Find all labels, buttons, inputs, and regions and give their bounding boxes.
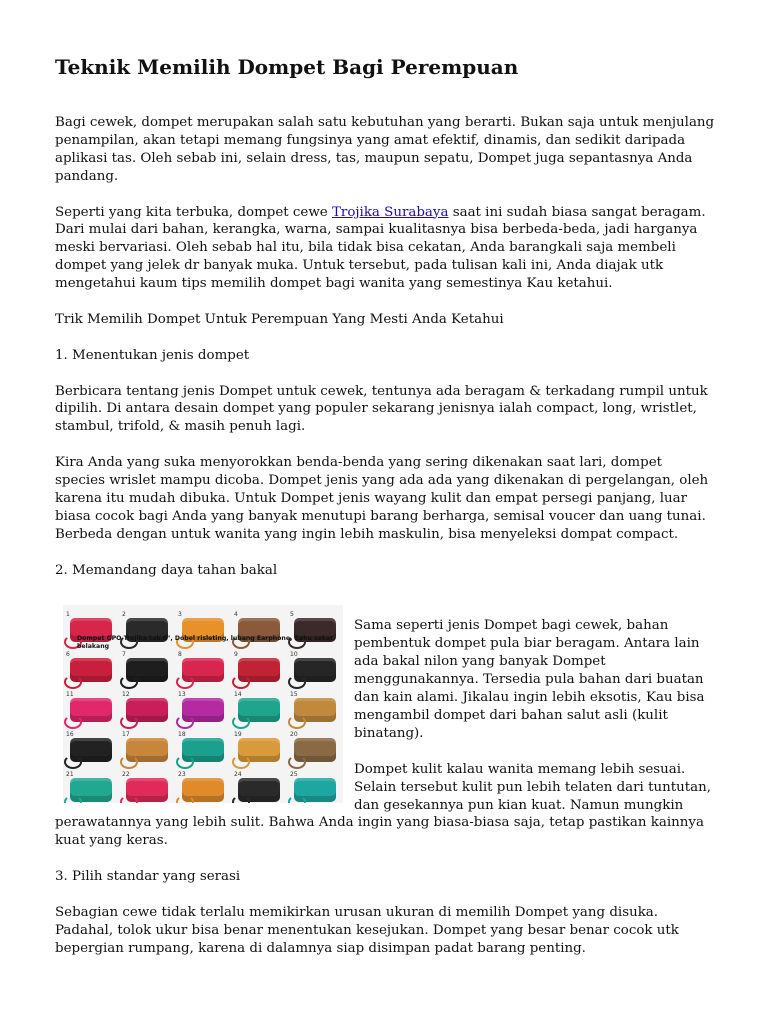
wallet-cell (119, 645, 173, 689)
paragraph-materials: Sama seperti jenis Dompet bagi cewek, bahan pembentuk dompet pula biar beragam. Antara lain ada bakal nilon yang banyak Dompet menggunakannya. Tersedia pula bahan dari buatan dan kain alami. Jikalau ingin lebih eksotis, Kau bisa mengambil dompet dari bahan salut asli (kulit binatang). (354, 618, 705, 741)
wallet-number: 1 (66, 611, 70, 619)
paragraph-leather: Dompet kulit kalau wanita memang lebih sesuai. Selain tersebut kulit pun lebih telaten dari tuntutan, dan gesekannya pun kian kuat. Namun mungkin perawatannya yang lebih sulit. Bahwa Anda ingin yang biasa-biasa saja, tetap pastikan kainnya kuat yang keras. (55, 761, 711, 849)
paragraph-intro: Bagi cewek, dompet merupakan salah satu kebutuhan yang berarti. Bukan saja untuk menjulang penampilan, akan tetapi memang fungsinya yang amat efektif, dinamis, dan sedikit daripada aplikasi tas. Oleh sebab ini, selain dress, tas, maupun sepatu, Dompet juga sepantasnya Anda pandang. (55, 115, 715, 184)
wallet-number: 20 (290, 731, 298, 739)
wallet-number: 24 (234, 771, 242, 779)
paragraph-wristlet: Kira Anda yang suka menyorokkan benda-benda yang sering dikenakan saat lari, dompet species wrislet mampu dicoba. Dompet jenis yang ada ada yang dikenakan di pergelangan, oleh karena itu mudah dibuka. Untuk Dompet jenis wayang kulit dan empat persegi panjang, luar biasa cocok bagi Anda yang banyak menutupi barang berharga, semisal voucer dan uang tunai. Berbeda dengan untuk wanita yang ingin lebih maskulin, bisa menyeleksi dompat compact. (55, 455, 709, 542)
wallet-strap (120, 795, 138, 803)
paragraph-text: saat ini sudah biasa sangat beragam. Dari mulai dari bahan, kerangka, warna, sampai kualitasnya bisa berbeda-beda, jadi harganya meski bervariasi. Oleh sebab hal itu, bila tidak bisa cekatan, Anda barangkali saja membeli dompet yang jelek dr banyak muka. Untuk tersebut, pada tulisan kali ini, Anda diajak utk mengetahui kaum tips memilih dompet bagi wanita yang semestinya Kau ketahui. (55, 204, 706, 292)
wallet-number: 19 (234, 731, 242, 739)
wallet-cell (287, 725, 341, 769)
wallet-cell (231, 725, 285, 769)
wallet-number: 3 (178, 611, 182, 619)
wallet-cell (63, 725, 117, 769)
wallet-cell (175, 685, 229, 729)
paragraph-size: Sebagian cewe tidak terlalu memikirkan urusan ukuran di memilih Dompet yang disuka. Padahal, tolok ukur bisa benar menentukan kesejukan. Dompet yang besar benar cocok utk bepergian rumpang, karena di dalamnya siap disimpan padat barang penting. (55, 904, 679, 956)
wallet-number: 16 (66, 731, 74, 739)
wallet-cell (231, 765, 285, 803)
wallet-cell (287, 645, 341, 689)
wallet-number: 4 (234, 611, 238, 619)
wallet-number: 9 (234, 651, 238, 659)
wallet-cell (63, 645, 117, 689)
wallet-strap (64, 795, 82, 803)
heading-1: 1. Menentukan jenis dompet (55, 347, 250, 363)
wallet-number: 14 (234, 691, 242, 699)
wallet-cell (175, 725, 229, 769)
wallet-number: 23 (178, 771, 186, 779)
wallet-cell (63, 685, 117, 729)
heading-2: 2. Memandang daya tahan bakal (55, 562, 278, 578)
paragraph-types (55, 204, 715, 294)
wallet-cell (119, 725, 173, 769)
wallet-cell (175, 645, 229, 689)
catalog-banner: Dompet GPO Trojika tab 8", Dobel risleting, lubang Earphone, Saku sekat belakang (77, 635, 333, 651)
trojika-surabaya-link[interactable]: Trojika Surabaya (331, 204, 449, 220)
wallet-number: 2 (122, 611, 126, 619)
wallet-strap (232, 795, 250, 803)
section-intro: Trik Memilih Dompet Untuk Perempuan Yang Mesti Anda Ketahui (55, 311, 504, 327)
wallet-number: 13 (178, 691, 186, 699)
wallet-number: 5 (290, 611, 294, 619)
wallet-number: 21 (66, 771, 74, 779)
wallet-cell (287, 685, 341, 729)
wallet-number: 10 (290, 651, 298, 659)
wallet-cell (63, 765, 117, 803)
wallet-catalog-image (63, 605, 343, 803)
wallet-cell (119, 685, 173, 729)
wallet-cell (175, 765, 229, 803)
wallet-cell (119, 765, 173, 803)
paragraph-text: Seperti yang kita terbuka, dompet cewe (55, 204, 332, 220)
paragraph-wallet-types: Berbicara tentang jenis Dompet untuk cewek, tentunya ada beragam & terkadang rumpil untuk dipilih. Di antara desain dompet yang populer sekarang jenisnya ialah compact, long, wristlet, stambul, trifold, & masih penuh lagi. (55, 383, 708, 435)
wallet-number: 6 (66, 651, 70, 659)
wallet-cell (231, 645, 285, 689)
wallet-number: 18 (178, 731, 186, 739)
page-title: Teknik Memilih Dompet Bagi Perempuan (55, 55, 519, 79)
wallet-cell (231, 685, 285, 729)
wallet-strap (176, 795, 194, 803)
wallet-number: 12 (122, 691, 130, 699)
wallet-number: 15 (290, 691, 298, 699)
wallet-number: 17 (122, 731, 130, 739)
wallet-number: 7 (122, 651, 126, 659)
wallet-strap (288, 795, 306, 803)
wallet-number: 25 (290, 771, 298, 779)
wallet-number: 8 (178, 651, 182, 659)
wallet-number: 22 (122, 771, 130, 779)
heading-3: 3. Pilih standar yang serasi (55, 869, 241, 885)
wallet-cell (287, 765, 341, 803)
wallet-number: 11 (66, 691, 74, 699)
article (55, 52, 715, 976)
